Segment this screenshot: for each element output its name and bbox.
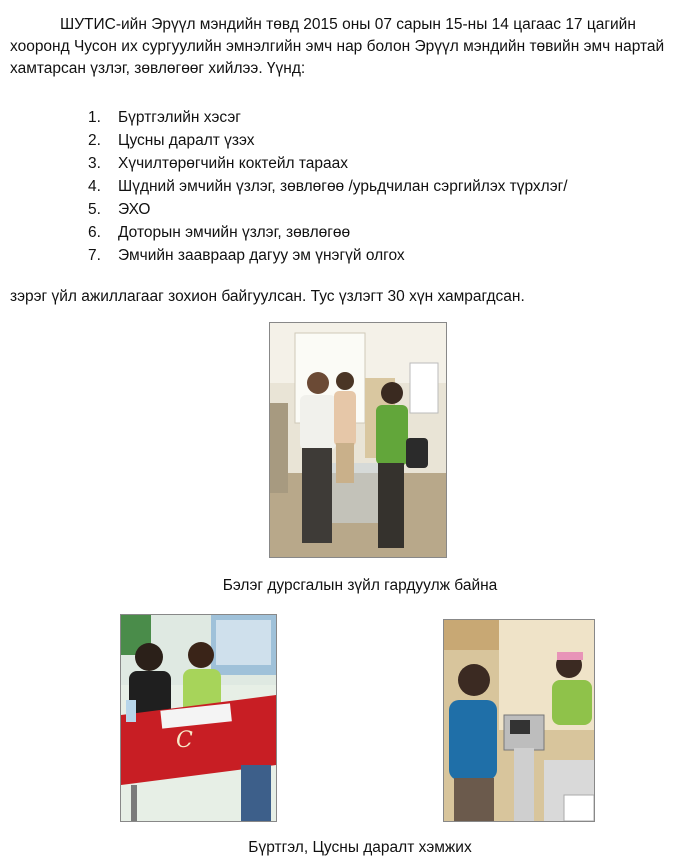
intro-paragraph: ШУТИС-ийн Эрүүл мэндийн төвд 2015 оны 07 сарын 15-ны 14 цагаас 17 цагийн хооронд Чусон их сургуулийн эмнэлгийн эмч нар болон Эрүүл мэндийн төвийн эмч нартай хамтарсан үзлэг, зөвлөгөөг хийлээ. Үүнд: <box>10 16 665 77</box>
list-item: 6. Доторын эмчийн үзлэг, зөвлөгөө <box>88 224 351 241</box>
list-item: 5. ЭХО <box>88 201 151 218</box>
activity-list <box>88 106 568 267</box>
list-item: 1. Бүртгэлийн хэсэг <box>88 109 241 126</box>
photo-registration-image <box>121 615 276 821</box>
photo-gift-handover-image <box>270 323 446 557</box>
list-item: 3. Хүчилтөрөгчийн коктейл тараах <box>88 155 348 172</box>
outro-paragraph: зэрэг үйл ажиллагааг зохион байгуулсан. Тус үзлэгт 30 хүн хамрагдсан. <box>10 288 525 305</box>
photo-gift-handover <box>269 322 447 558</box>
photo-registration <box>120 614 277 822</box>
caption-gift-handover: Бэлэг дурсгалын зүйл гардуулж байна <box>222 577 498 594</box>
list-item: 7. Эмчийн заавраар дагуу эм үнэгүй олгох <box>88 247 405 264</box>
svg-text:C: C <box>176 728 193 753</box>
list-item: 4. Шүдний эмчийн үзлэг, зөвлөгөө /урьдчилан сэргийлэх түрхлэг/ <box>88 178 568 195</box>
photo-blood-pressure-image <box>444 620 594 821</box>
photo-blood-pressure <box>443 619 595 822</box>
caption-registration-blood-pressure: Бүртгэл, Цусны даралт хэмжих <box>248 839 472 856</box>
list-item: 2. Цусны даралт үзэх <box>88 132 255 149</box>
